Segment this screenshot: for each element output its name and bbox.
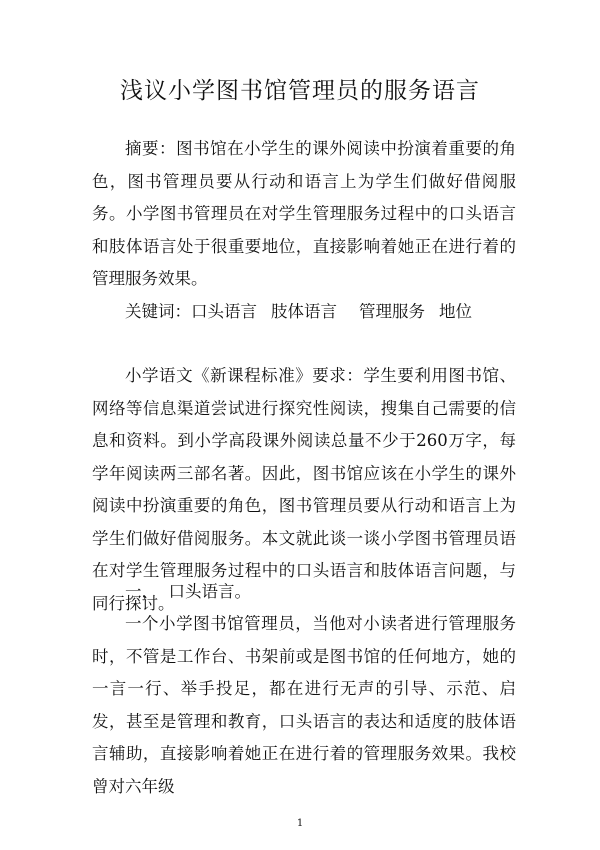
section-heading-paragraph	[92, 576, 516, 609]
abstract-text: 摘要：图书馆在小学生的课外阅读中扮演着重要的角色，图书管理员要从行动和语言上为学生们做好借阅服务。小学图书管理员在对学生管理服务过程中的口头语言和肢体语言处于很重要地位，直接影响着她正在进行着的管理服务效果。	[92, 139, 516, 288]
keyword-item: 口头语言	[191, 302, 257, 321]
page-number: 1	[296, 818, 304, 829]
abstract-paragraph	[92, 133, 516, 296]
section-heading: 一， 口头语言。	[125, 582, 251, 601]
keywords-content	[92, 296, 516, 329]
section-body-text: 一个小学图书馆管理员，当他对小读者进行管理服务时，不管是工作台、书架前或是图书馆的任何地方，她的一言一行、举手投足，都在进行无声的引导、示范、启发，甚至是管理和教育，口头语言的表达和适度的肢体语言辅助，直接影响着她正在进行着的管理服务效果。我校曾对六年级	[92, 614, 516, 796]
keywords-line	[92, 296, 516, 329]
section-body-paragraph	[92, 608, 516, 803]
keyword-item: 地位	[439, 302, 472, 321]
document-title: 浅议小学图书馆管理员的服务语言	[120, 78, 480, 104]
keyword-item: 肢体语言	[271, 302, 337, 321]
keyword-item: 管理服务	[359, 302, 425, 321]
intro-text: 小学语文《新课程标准》要求：学生要利用图书馆、网络等信息渠道尝试进行探究性阅读，搜集自己需要的信息和资料。到小学高段课外阅读总量不少于260万字，每学年阅读两三部名著。因此，图书馆应该在小学生的课外阅读中扮演重要的角色，图书管理员要从行动和语言上为学生们做好借阅服务。本文就此谈一谈小学图书管理员语在对学生管理服务过程中的口头语言和肢体语言问题，与同行探讨。	[92, 366, 516, 613]
keywords-label: 关键词：	[125, 302, 191, 321]
